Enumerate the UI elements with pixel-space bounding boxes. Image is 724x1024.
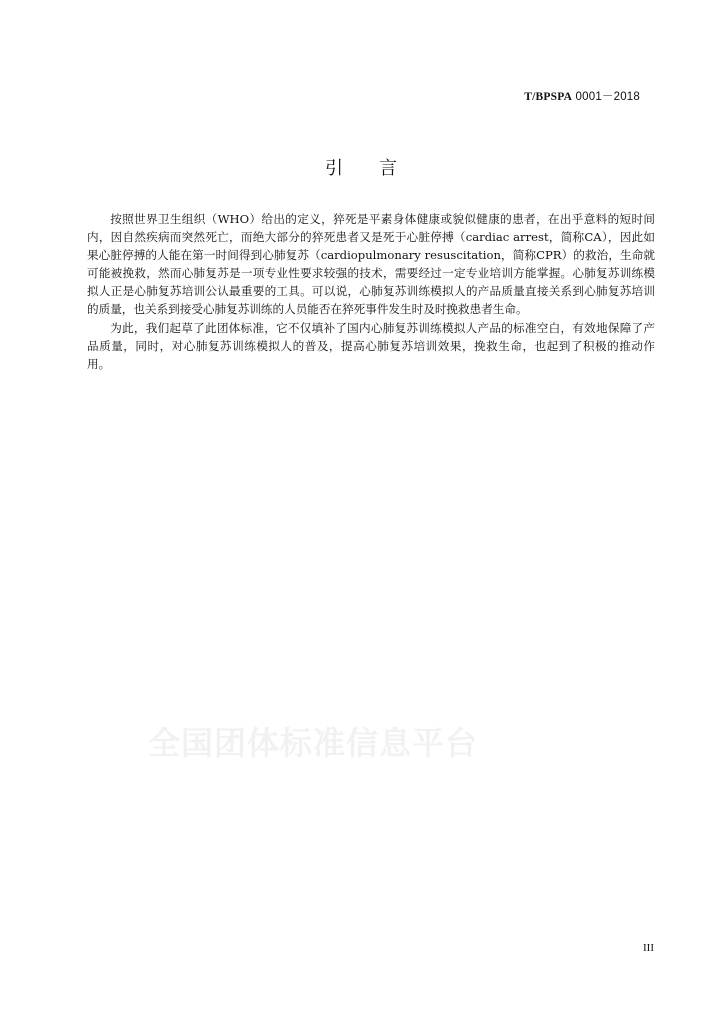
standard-org-code: T/BPSPA: [524, 91, 573, 103]
section-title-char-2: 言: [379, 158, 399, 179]
standard-doc-number: 0001－2018: [575, 91, 640, 103]
paragraph-1: 按照世界卫生组织（WHO）给出的定义，猝死是平素身体健康或貌似健康的患者，在出乎意料的短时间内，因自然疾病而突然死亡，而绝大部分的猝死患者又是死于心脏停搏（cardiac arrest，简称CA），因此如果心脏停搏的人能在第一时间得到心肺复苏（cardiopulmonary resuscitation，简称CPR）的救治，生命就可能被挽救，然而心肺复苏是一项专业性要求较强的技术，需要经过一定专业培训方能掌握。心肺复苏训练模拟人正是心肺复苏培训公认最重要的工具。可以说，心肺复苏训练模拟人的产品质量直接关系到心肺复苏培训的质量，也关系到接受心肺复苏训练的人员能否在猝死事件发生时及时挽救患者生命。: [87, 212, 655, 316]
introduction-body: [87, 210, 655, 374]
page-number: III: [643, 942, 654, 954]
paragraph-2: 为此，我们起草了此团体标准，它不仅填补了国内心肺复苏训练模拟人产品的标准空白，有效地保障了产品质量，同时，对心肺复苏训练模拟人的普及，提高心肺复苏培训效果，挽救生命，也起到了积极的推动作用。: [87, 321, 655, 371]
section-title-char-1: 引: [325, 158, 345, 179]
watermark-text: 全国团体标准信息平台: [148, 724, 479, 762]
section-title: [0, 154, 724, 180]
standard-code-header: [524, 88, 640, 104]
